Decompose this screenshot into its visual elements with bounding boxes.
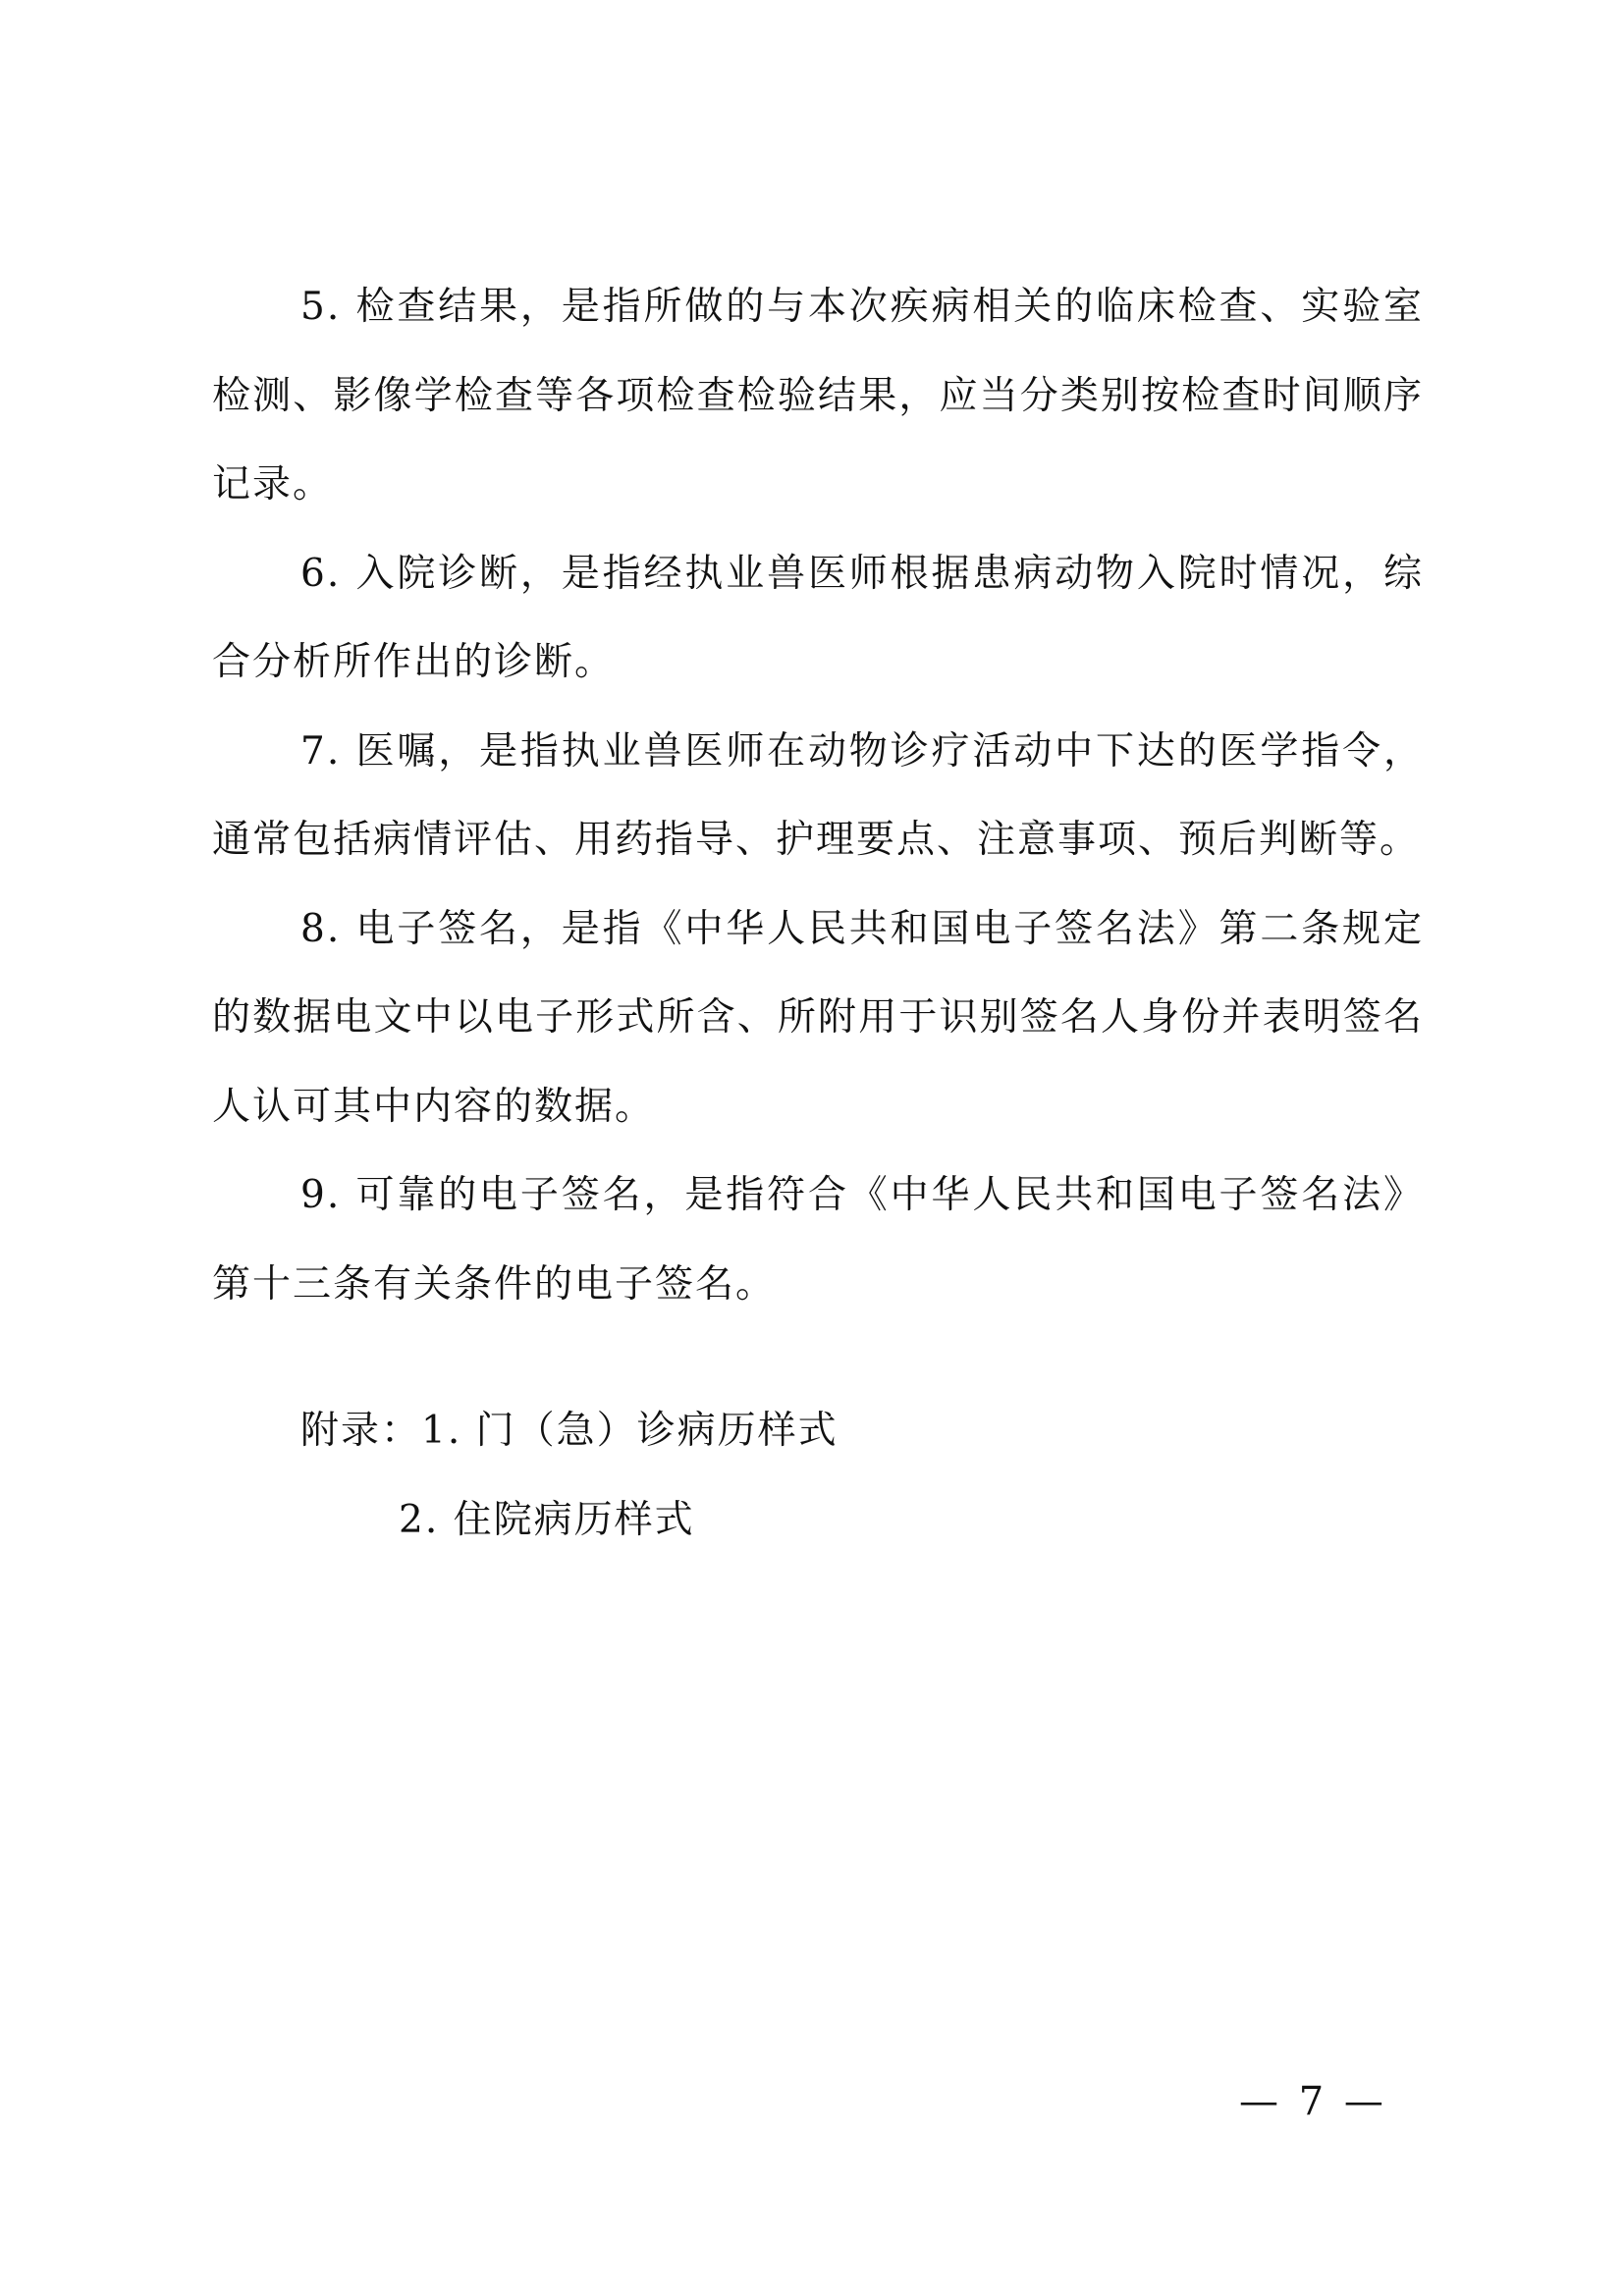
body-text	[212, 263, 1424, 1329]
appendix-item-1: 附录：1. 门（急）诊病历样式	[300, 1409, 839, 1453]
paragraph-6-admission-diagnosis: 6. 入院诊断，是指经执业兽医师根据患病动物入院时情况，综合分析所作出的诊断。	[212, 551, 1424, 684]
paragraph-7-medical-orders: 7. 医嘱，是指执业兽医师在动物诊疗活动中下达的医学指令，通常包括病情评估、用药指导、护理要点、注意事项、预后判断等。	[212, 728, 1424, 862]
appendix	[300, 1387, 839, 1565]
page-number: — 7 —	[1239, 2079, 1387, 2124]
paragraph-9-reliable-electronic-signature: 9. 可靠的电子签名，是指符合《中华人民共和国电子签名法》第十三条有关条件的电子签名。	[212, 1173, 1424, 1307]
paragraph-8-electronic-signature: 8. 电子签名，是指《中华人民共和国电子签名法》第二条规定的数据电文中以电子形式所含、所附用于识别签名人身份并表明签名人认可其中内容的数据。	[212, 906, 1424, 1129]
paragraph-5-examination-results: 5. 检查结果，是指所做的与本次疾病相关的临床检查、实验室检测、影像学检查等各项检查检验结果，应当分类别按检查时间顺序记录。	[212, 285, 1424, 507]
appendix-item-2: 2. 住院病历样式	[399, 1497, 695, 1542]
